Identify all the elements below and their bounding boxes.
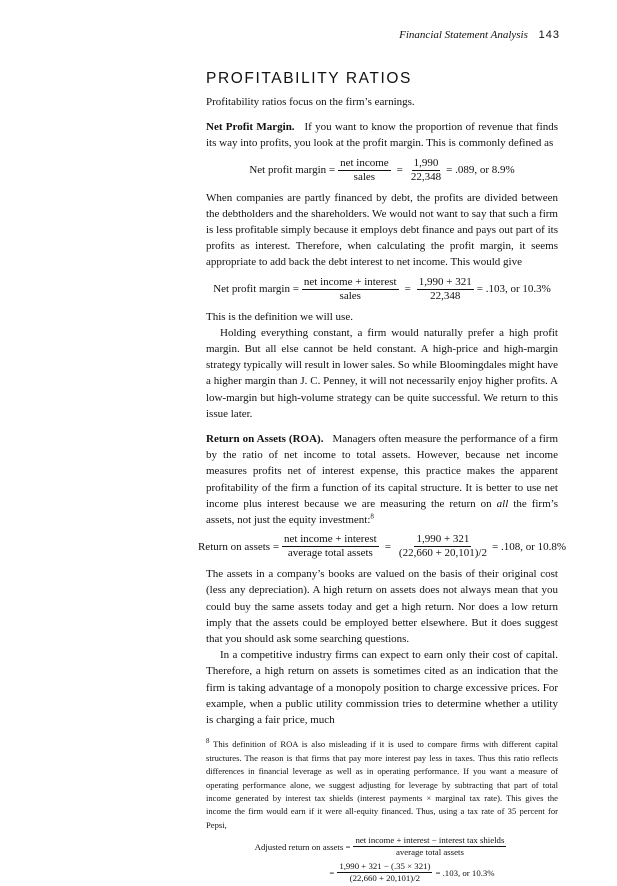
- roa-paragraph-2: The assets in a company’s books are valued on the basis of their original cost (less any depreciation). A high return on assets does not always mean that you could buy the same assets today and get a high return. Nor does a low return imply that the assets could be employed better elsewhere. But it does suggest that you should ask some searching questions.: [206, 568, 558, 646]
- section-intro: Profitability ratios focus on the firm’s earnings.: [206, 96, 415, 108]
- roa-paragraph-3: In a competitive industry firms can expect to earn only their cost of capital. Therefore, a high return on assets is sometimes cited as an indication that the firm is taking advantage of a monopoly position to charge excessive prices. For example, when a public utility commission tries to determine whether a utility is charging a fair price, much: [206, 649, 558, 727]
- npm-heading: Net Profit Margin.: [206, 121, 295, 134]
- footnote-equation-1: Adjusted return on assets = $\frac{\text{net income + interest − interest tax shields}}{\text{average total assets}}$: [254, 835, 505, 858]
- running-header: [399, 29, 560, 41]
- npm-paragraph-1: Net Profit Margin. If you want to know the proportion of revenue that finds its way into profits, you look at the profit margin. This is commonly defined as: [206, 121, 559, 150]
- footnote: [206, 738, 558, 884]
- footnote-text: $^8$ This definition of ROA is also misleading if it is used to compare firms with different capital structures. The reason is that firms that pay more interest pay less in taxes. Thus this ratio reflects differences in financial leverage as well as in operating performance. If you want a measure of operating performance alone, we suggest adjusting for leverage by subtracting that part of total income generated by interest tax shields (interest payments × marginal tax rate). This gives the income the firm would earn if it were all-equity financed. Thus, using a tax rate of 35 percent for Pepsi,: [206, 737, 558, 830]
- footnote-reference: 8: [370, 512, 374, 521]
- npm-paragraph-2: When companies are partly financed by debt, the profits are divided between the debtholders and the shareholders. We would not want to say that such a firm is less profitable simply because it employs debt finance and pays out part of its profits as interest. Therefore, when calculating the profit margin, it seems appropriate to add back the debt interest to net income. This would give: [206, 191, 558, 269]
- npm-paragraph-3: This is the definition we will use.: [206, 310, 353, 323]
- roa-equation: Return on assets = $\frac{\text{net income + interest}}{\text{average total assets}}$ = $\frac{1,990 + 321}{(22,660 + 20,101)/2}$ = .108, or 10.8%: [197, 533, 567, 560]
- npm-paragraph-4: Holding everything constant, a firm would naturally prefer a high profit margin. But all else cannot be held constant. A high-price and high-margin strategy typically will result in lower sales. So while Bloomingdales might have a higher margin than J. C. Penney, it will not necessarily enjoy higher profits. A low-margin but high-volume strategy can be quite successful. We return to this issue later.: [206, 326, 558, 420]
- roa-heading: Return on Assets (ROA).: [206, 433, 324, 446]
- roa-paragraph-1: Return on Assets (ROA). Managers often measure the performance of a firm by the ratio of net income to total assets. However, because net income measures profits net of interest expense, this practice makes the apparent profitability of the firm a function of its capital structure. It is better to use net income plus interest because we are measuring the return on all the firm’s assets, not just the equity investment:$^8$: [206, 433, 558, 527]
- npm-equation-1: Net profit margin = $\frac{\text{net income}}{\text{sales}}$ = $\frac{1,990}{22,348}$ = .089, or 8.9%: [249, 156, 515, 183]
- footnote-equation-2: = $\frac{1,990 + 321 - (.35 \times 321)}{(22,660 + 20,101)/2}$ = .103, or 10.3%: [329, 861, 495, 884]
- running-title: Financial Statement Analysis: [399, 29, 528, 41]
- page-number: 143: [538, 29, 560, 41]
- npm-equation-2: Net profit margin = $\frac{\text{net income + interest}}{\text{sales}}$ = $\frac{1,990 + 321}{22,348}$ = .103, or 10.3%: [213, 275, 551, 302]
- section-title: PROFITABILITY RATIOS: [206, 70, 412, 87]
- text-column: [197, 70, 567, 886]
